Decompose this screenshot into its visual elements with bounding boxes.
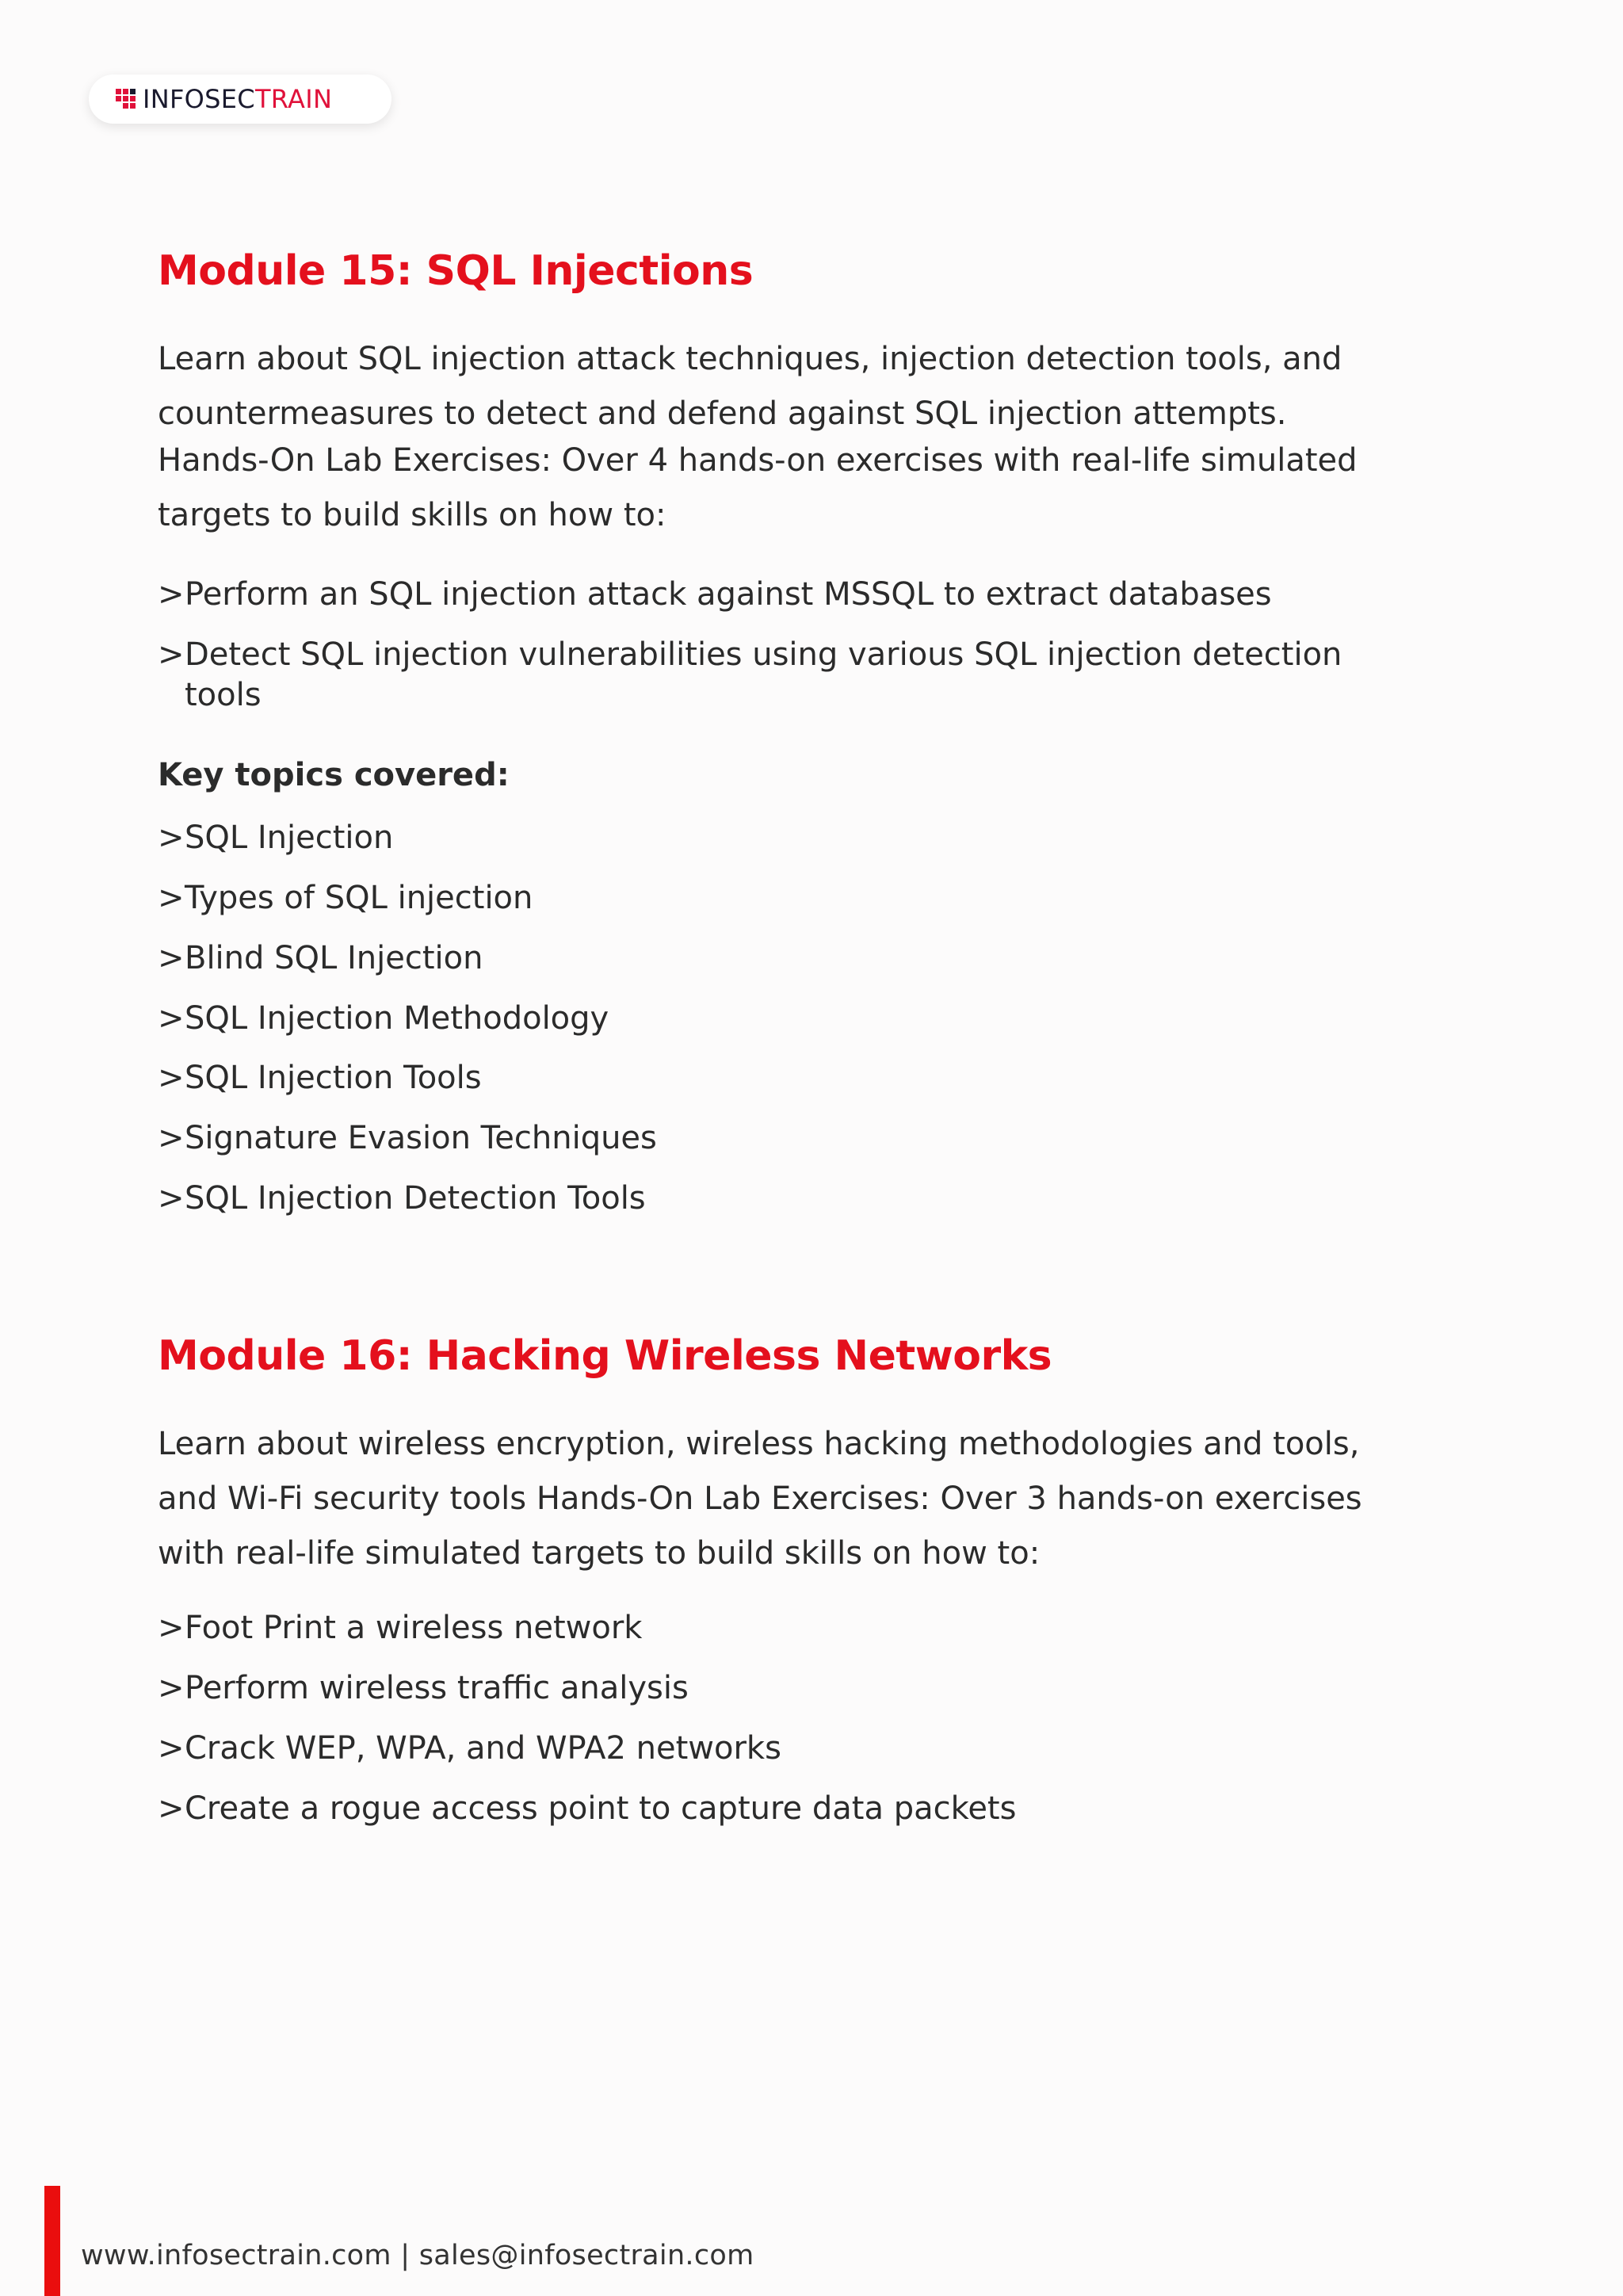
module-16-title: Module 16: Hacking Wireless Networks <box>158 1332 1052 1380</box>
topic-item <box>158 1118 1489 1159</box>
chevron-right-icon: > <box>158 1610 185 1646</box>
exercise-text: tools <box>185 677 262 713</box>
topic-item <box>158 1179 1489 1219</box>
chevron-right-icon: > <box>158 880 185 916</box>
topic-item <box>158 878 1489 919</box>
chevron-right-icon: > <box>158 940 185 976</box>
exercise-item <box>158 1789 1489 1829</box>
exercise-item <box>158 635 1489 716</box>
topic-text: SQL Injection <box>185 819 394 856</box>
exercise-text: Detect SQL injection vulnerabilities using various SQL injection detection <box>185 636 1342 673</box>
description-line: targets to build skills on how to: <box>158 497 666 533</box>
description-line: with real-life simulated targets to build skills on how to: <box>158 1535 1041 1572</box>
topic-text: Signature Evasion Techniques <box>185 1120 657 1156</box>
key-topics-heading: Key topics covered: <box>158 757 510 793</box>
footer-contact[interactable]: www.infosectrain.com | sales@infosectrain.com <box>81 2240 754 2271</box>
topic-item <box>158 1058 1489 1098</box>
exercise-item <box>158 575 1489 615</box>
module-15-title: Module 15: SQL Injections <box>158 247 754 295</box>
exercise-item <box>158 1668 1489 1709</box>
topic-item <box>158 999 1489 1039</box>
description-line: and Wi-Fi security tools Hands-On Lab Exercises: Over 3 hands-on exercises <box>158 1480 1362 1517</box>
exercise-text: Foot Print a wireless network <box>185 1610 643 1646</box>
topic-text: Blind SQL Injection <box>185 940 483 976</box>
chevron-right-icon: > <box>158 1000 185 1037</box>
topic-text: SQL Injection Tools <box>185 1060 482 1096</box>
exercise-item <box>158 1608 1489 1648</box>
chevron-right-icon: > <box>158 1670 185 1706</box>
chevron-right-icon: > <box>158 1790 185 1827</box>
logo-wordmark <box>143 84 332 114</box>
logo-mark-icon <box>114 87 138 111</box>
exercise-text: Perform wireless traffic analysis <box>185 1670 689 1706</box>
topic-text: Types of SQL injection <box>185 880 533 916</box>
topic-item <box>158 938 1489 979</box>
description-line: Hands-On Lab Exercises: Over 4 hands-on exercises with real-life simulated <box>158 442 1358 479</box>
description-line: Learn about SQL injection attack techniques, injection detection tools, and <box>158 341 1342 377</box>
chevron-right-icon: > <box>158 1120 185 1156</box>
logo-text-infosec: INFOSEC <box>143 84 255 114</box>
topic-text: SQL Injection Methodology <box>185 1000 609 1037</box>
chevron-right-icon: > <box>158 1060 185 1096</box>
chevron-right-icon: > <box>158 1730 185 1767</box>
topic-text: SQL Injection Detection Tools <box>185 1180 646 1217</box>
module-15-lab-intro <box>158 434 1489 543</box>
logo-text-train: TRAIN <box>254 84 333 114</box>
footer-accent-bar <box>44 2186 60 2296</box>
chevron-right-icon: > <box>158 1180 185 1217</box>
exercise-text: Create a rogue access point to capture data packets <box>185 1790 1017 1827</box>
module-15-description <box>158 332 1489 441</box>
exercise-text: Perform an SQL injection attack against MSSQL to extract databases <box>185 576 1272 613</box>
brand-logo <box>89 74 391 124</box>
chevron-right-icon: > <box>158 819 185 856</box>
description-line: Learn about wireless encryption, wireless hacking methodologies and tools, <box>158 1426 1360 1462</box>
exercise-item <box>158 1729 1489 1769</box>
exercise-text: Crack WEP, WPA, and WPA2 networks <box>185 1730 781 1767</box>
chevron-right-icon: > <box>158 576 185 613</box>
topic-item <box>158 818 1489 858</box>
module-16-description <box>158 1417 1489 1581</box>
chevron-right-icon: > <box>158 636 185 673</box>
description-line: countermeasures to detect and defend against SQL injection attempts. <box>158 395 1287 432</box>
